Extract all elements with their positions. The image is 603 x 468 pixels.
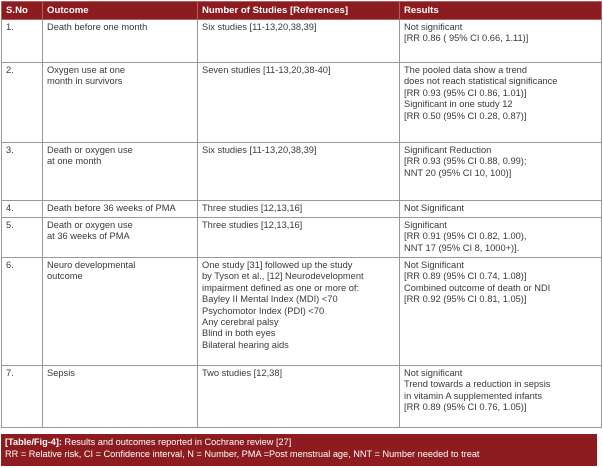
caption-title-line	[5, 436, 595, 448]
results-line: Significant Reduction	[404, 145, 492, 155]
outcome-line: month in survivors	[47, 76, 123, 87]
table-row	[2, 218, 602, 258]
outcome-line: Death or oxygen use	[47, 220, 133, 230]
outcome-line: Death before 36 weeks of PMA	[47, 203, 176, 213]
studies-line: Six studies [11-13,20,38,39]	[202, 145, 317, 155]
outcome-line: at one month	[47, 156, 102, 167]
cell-studies	[198, 20, 400, 63]
results-line: [RR 0.91 (95% CI 0.82, 1.00),	[404, 231, 527, 242]
outcome-line: Sepsis	[47, 368, 75, 378]
header-results: Results	[400, 2, 602, 20]
outcome-line: outcome	[47, 271, 83, 282]
cell-sno: 7.	[2, 366, 43, 428]
studies-line: Any cerebral palsy	[202, 317, 279, 328]
caption-label: [Table/Fig-4]:	[5, 437, 62, 447]
cell-results	[400, 20, 602, 63]
results-line: Combined outcome of death or NDI	[404, 282, 551, 293]
results-line: does not reach statistical significance	[404, 76, 558, 87]
table-row	[2, 258, 602, 366]
cell-results	[400, 366, 602, 428]
cell-results	[400, 258, 602, 366]
studies-line: Two studies [12,38]	[202, 368, 283, 378]
studies-line: Seven studies [11-13,20,38-40]	[202, 65, 331, 75]
outcome-line: Neuro developmental	[47, 260, 136, 270]
cell-results	[400, 63, 602, 143]
results-line: [RR 0.92 (95% CI 0.81, 1.05)]	[404, 294, 527, 305]
outcome-line: Death or oxygen use	[47, 145, 133, 155]
cell-studies	[198, 218, 400, 258]
cell-results	[400, 201, 602, 218]
results-line: Not significant	[404, 368, 463, 378]
cell-studies	[198, 201, 400, 218]
cell-results	[400, 143, 602, 201]
cell-studies	[198, 143, 400, 201]
outcome-line: Death before one month	[47, 22, 148, 32]
table-caption	[1, 434, 597, 466]
studies-line: Bilateral hearing aids	[202, 339, 289, 350]
cell-outcome	[43, 63, 198, 143]
cell-studies	[198, 366, 400, 428]
cell-sno: 6.	[2, 258, 43, 366]
results-line: in vitamin A supplemented infants	[404, 390, 542, 401]
results-table	[1, 1, 602, 428]
results-line: NNT 17 (95% CI 8, 1000+)].	[404, 242, 520, 253]
outcome-line: Oxygen use at one	[47, 65, 126, 75]
cell-studies	[198, 63, 400, 143]
studies-line: by Tyson et al., [12] Neurodevelopment	[202, 271, 364, 282]
results-line: [RR 0.86 ( 95% CI 0.66, 1.11)]	[404, 33, 529, 44]
cell-outcome	[43, 366, 198, 428]
results-line: [RR 0.93 (95% CI 0.86, 1.01)]	[404, 87, 527, 98]
results-line: [RR 0.93 (95% CI 0.88, 0.99);	[404, 156, 527, 167]
results-line: Trend towards a reduction in sepsis	[404, 379, 551, 390]
table-header-row	[2, 2, 602, 20]
cell-sno: 1.	[2, 20, 43, 63]
header-studies: Number of Studies [References]	[198, 2, 400, 20]
cell-sno: 5.	[2, 218, 43, 258]
cell-sno: 4.	[2, 201, 43, 218]
studies-line: One study [31] followed up the study	[202, 260, 353, 270]
table-row	[2, 143, 602, 201]
results-line: NNT 20 (95% CI 10, 100)]	[404, 167, 512, 178]
cell-outcome	[43, 143, 198, 201]
studies-line: Six studies [11-13,20,38,39]	[202, 22, 317, 32]
outcome-line: at 36 weeks of PMA	[47, 231, 130, 242]
table-row	[2, 63, 602, 143]
table-row	[2, 20, 602, 63]
studies-line: impairment defined as one or more of:	[202, 282, 360, 293]
cell-results	[400, 218, 602, 258]
studies-line: Three studies [12,13,16]	[202, 203, 303, 213]
cell-outcome	[43, 258, 198, 366]
header-outcome: Outcome	[43, 2, 198, 20]
results-line: Not Significant	[404, 260, 464, 270]
header-sno: S.No	[2, 2, 43, 20]
results-line: Significant in one study 12	[404, 99, 513, 110]
results-line: [RR 0.89 (95% CI 0.76, 1.05)]	[404, 402, 527, 413]
results-line: Not significant	[404, 22, 463, 32]
results-line: The pooled data show a trend	[404, 65, 528, 75]
results-line: Significant	[404, 220, 447, 230]
studies-line: Bayley II Mental Index (MDI) <70	[202, 294, 338, 305]
cell-outcome	[43, 218, 198, 258]
table-row	[2, 366, 602, 428]
cell-studies	[198, 258, 400, 366]
caption-abbreviations: RR = Relative risk, CI = Confidence interval, N = Number, PMA =Post menstrual age, NNT = Number needed to treat	[5, 449, 480, 459]
results-line: [RR 0.50 (95% CI 0.28, 0.87)]	[404, 110, 527, 121]
cell-sno: 2.	[2, 63, 43, 143]
studies-line: Psychomotor Index (PDI) <70	[202, 305, 325, 316]
results-line: [RR 0.89 (95% CI 0.74, 1.08)]	[404, 271, 527, 282]
studies-line: Three studies [12,13,16]	[202, 220, 303, 230]
studies-line: Blind in both eyes	[202, 328, 276, 339]
caption-title: Results and outcomes reported in Cochrane review [27]	[62, 437, 292, 447]
cell-outcome	[43, 20, 198, 63]
cell-sno: 3.	[2, 143, 43, 201]
results-line: Not Significant	[404, 203, 464, 213]
table-row	[2, 201, 602, 218]
cell-outcome	[43, 201, 198, 218]
